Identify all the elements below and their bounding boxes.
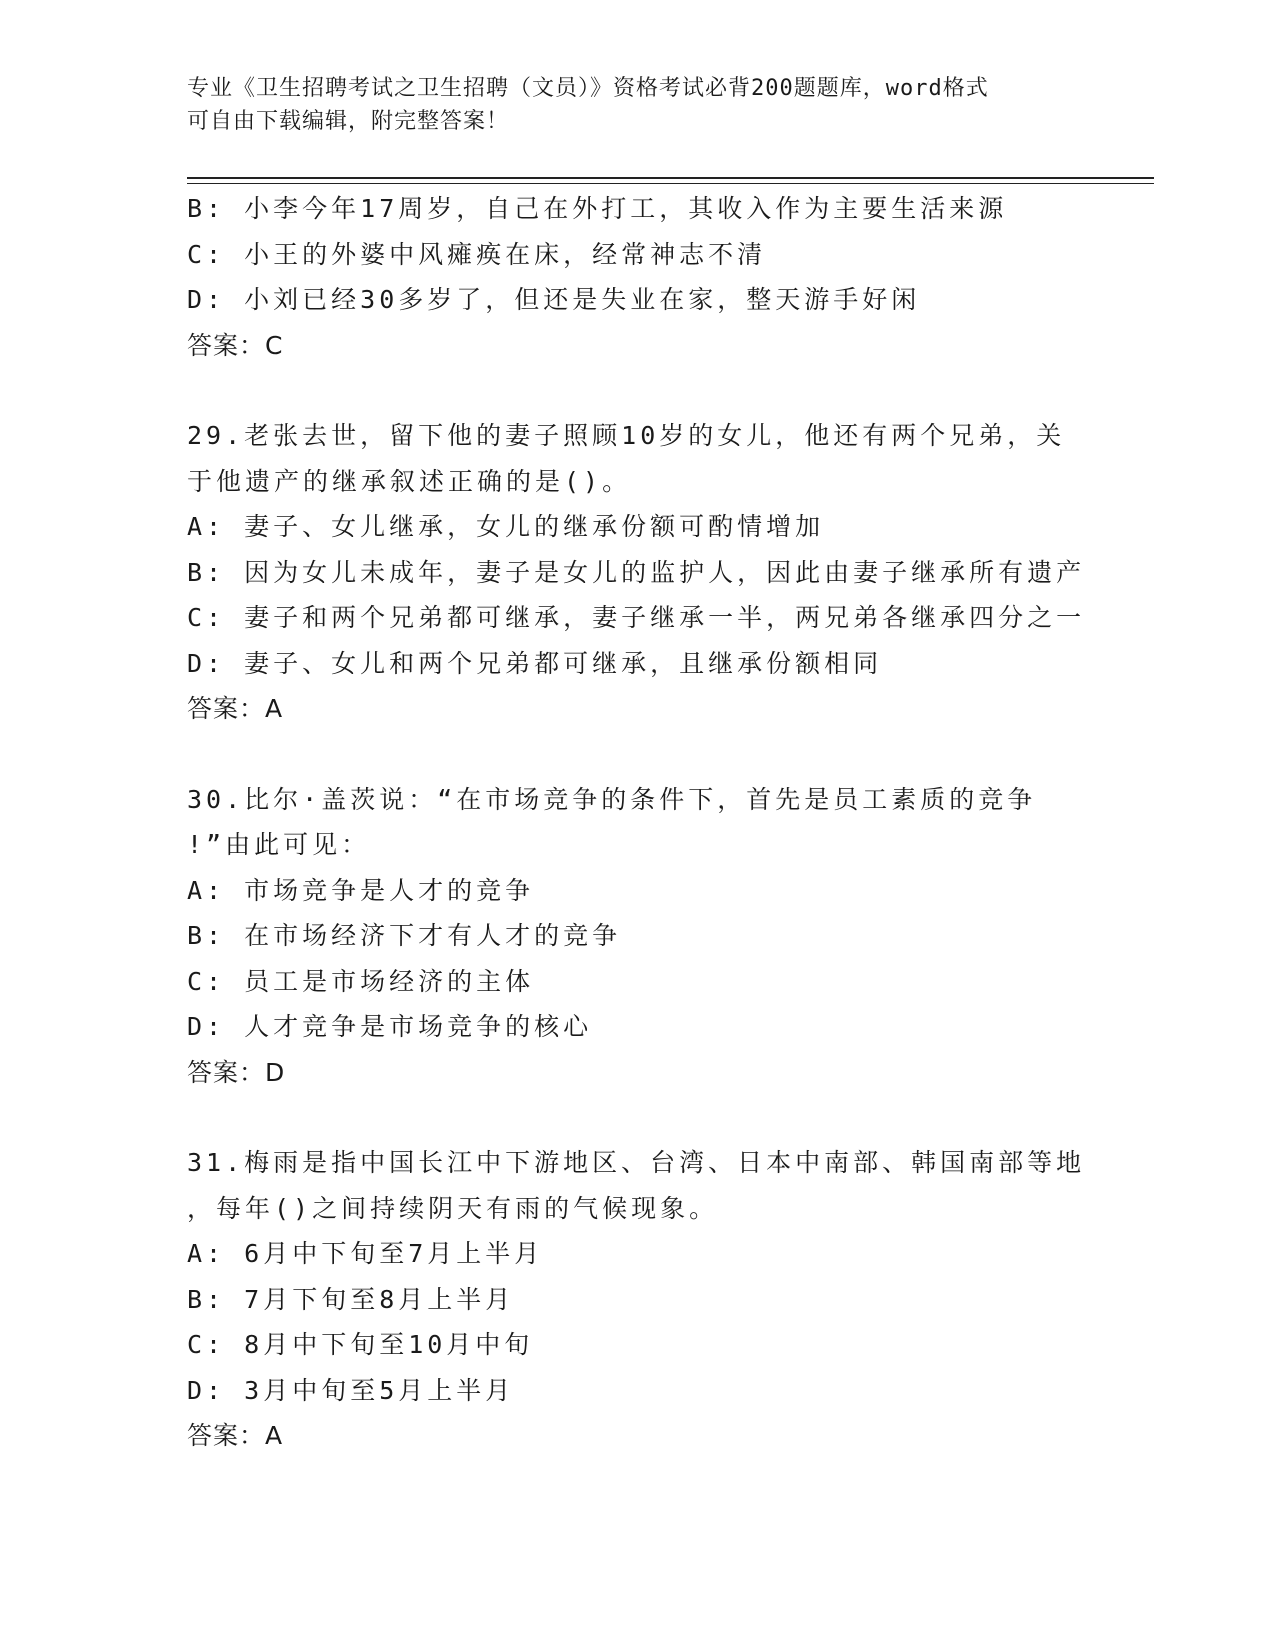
question-29 — [187, 413, 1087, 732]
option-a: A: 6月中下旬至7月上半月 — [187, 1239, 544, 1268]
option-c: C: 小王的外婆中风瘫痪在床，经常神志不清 — [187, 239, 767, 269]
option-d: D: 小刘已经30多岁了，但还是失业在家，整天游手好闲 — [187, 285, 921, 314]
header-title-line-2: 可自由下载编辑，附完整答案！ — [187, 109, 510, 134]
option-d: D: 妻子、女儿和两个兄弟都可继承，且继承份额相同 — [187, 648, 883, 678]
question-stem-line: 29.老张去世，留下他的妻子照顾10岁的女儿，他还有两个兄弟，关 — [187, 421, 1066, 450]
question-stem-line: 31.梅雨是指中国长江中下游地区、台湾、日本中南部、韩国南部等地 — [187, 1148, 1086, 1177]
question-list — [187, 186, 1087, 1459]
header-title-line-1: 专业《卫生招聘考试之卫生招聘（文员）》资格考试必背200题题库，word格式 — [187, 76, 989, 101]
page-header — [187, 72, 1087, 138]
question-stem-line: 于他遗产的继承叙述正确的是()。 — [187, 466, 632, 496]
answer: 答案：D — [187, 1057, 286, 1087]
option-a: A: 妻子、女儿继承，女儿的继承份额可酌情增加 — [187, 512, 825, 541]
header-rule-thin — [187, 183, 1154, 184]
option-d: D: 3月中旬至5月上半月 — [187, 1375, 515, 1405]
question-28 — [187, 186, 1087, 368]
option-c: C: 妻子和两个兄弟都可继承，妻子继承一半，两兄弟各继承四分之一 — [187, 603, 1086, 632]
option-c: C: 8月中下旬至10月中旬 — [187, 1330, 534, 1359]
question-31 — [187, 1140, 1087, 1459]
option-b: B: 7月下旬至8月上半月 — [187, 1284, 515, 1314]
option-b: B: 因为女儿未成年，妻子是女儿的监护人，因此由妻子继承所有遗产 — [187, 557, 1086, 587]
option-c: C: 员工是市场经济的主体 — [187, 966, 535, 996]
answer: 答案：A — [187, 694, 284, 723]
question-gap — [187, 732, 1087, 777]
question-stem-line: 30.比尔·盖茨说：“在市场竞争的条件下，首先是员工素质的竞争 — [187, 784, 1037, 814]
question-30 — [187, 777, 1087, 1096]
question-gap — [187, 1095, 1087, 1140]
option-a: A: 市场竞争是人才的竞争 — [187, 875, 535, 905]
answer: 答案：C — [187, 330, 284, 360]
question-stem-line: !”由此可见： — [187, 830, 371, 859]
header-rule-thick — [187, 177, 1154, 179]
question-stem-line: ，每年()之间持续阴天有雨的气候现象。 — [187, 1193, 719, 1223]
option-b: B: 在市场经济下才有人才的竞争 — [187, 921, 622, 950]
option-b: B: 小李今年17周岁，自己在外打工，其收入作为主要生活来源 — [187, 194, 1008, 223]
answer: 答案：A — [187, 1421, 284, 1450]
option-d: D: 人才竞争是市场竞争的核心 — [187, 1012, 593, 1041]
question-gap — [187, 368, 1087, 413]
